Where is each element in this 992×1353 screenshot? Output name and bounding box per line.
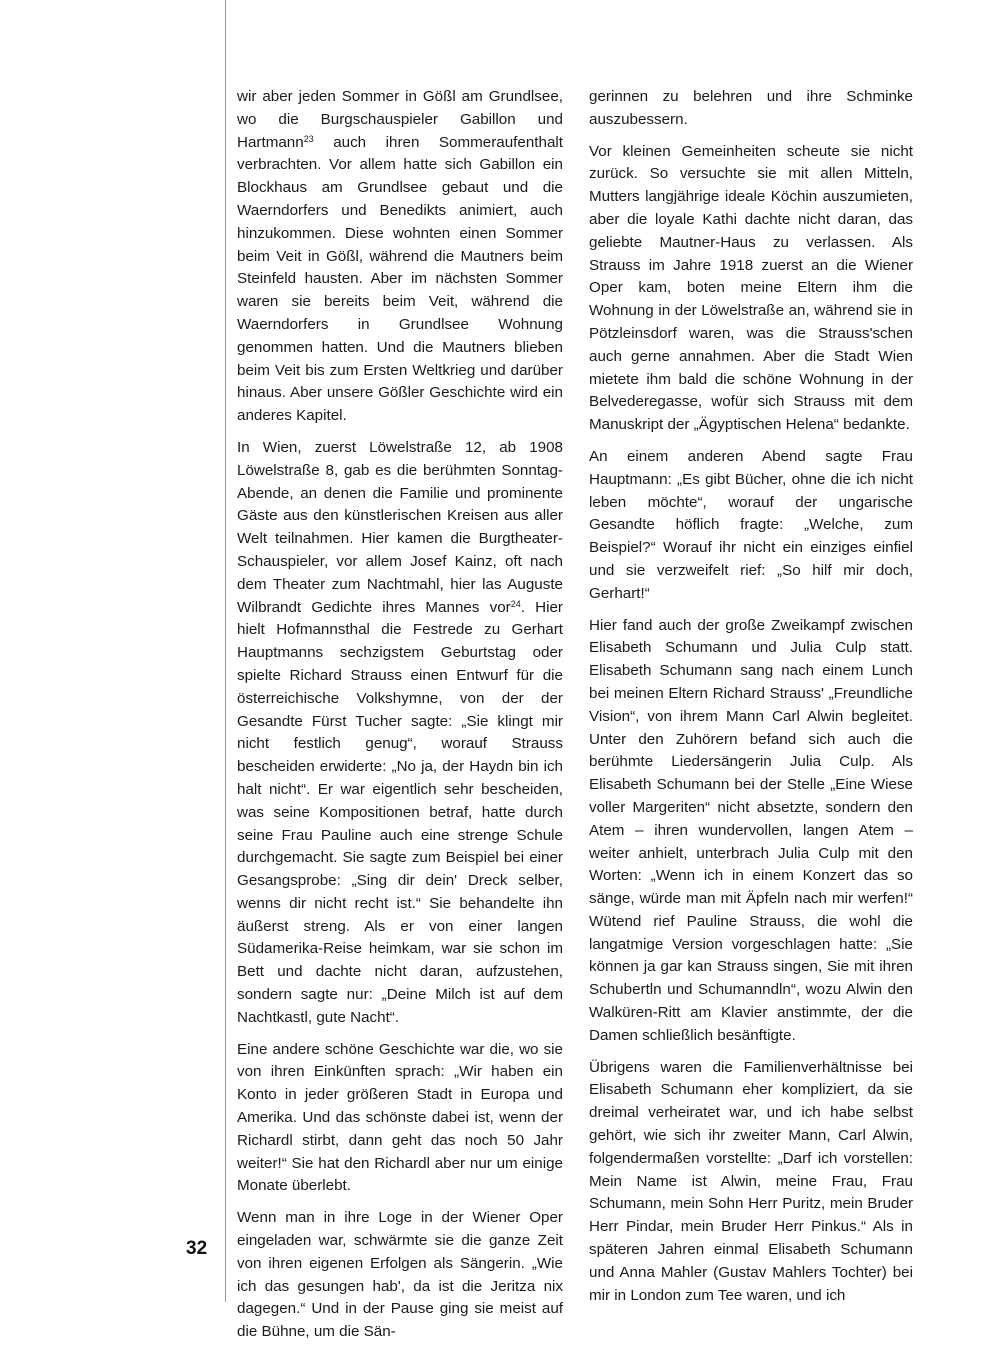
paragraph: Übrigens waren die Familienverhältnisse bei Elisabeth Schumann eher kompliziert, da sie dreimal verheiratet war, und ich habe selbst gehört, wie sich ihr zweiter Mann, Carl Alwin, folgendermaßen vorstellte: „Darf ich vorstellen: Mein Name ist Alwin, meine Frau, Frau Schumann, mein Sohn Herr Puritz, mein Bruder Herr Pindar, mein Bruder Herr Pinkus.“ Als in späteren Jahren einmal Elisabeth Schumann und Anna Mahler (Gustav Mahlers Tochter) bei mir in London zum Tee waren, und ich (589, 1058, 913, 1304)
paragraph: Hier fand auch der große Zweikampf zwischen Elisabeth Schumann und Julia Culp statt. Elisabeth Schumann sang nach einem Lunch bei meinen Eltern Richard Strauss' „Freundliche Vision“, von ihrem Mann Carl Alwin begleitet. Unter den Zuhörern befand sich auch die berühmte Liedersängerin Julia Culp. Als Elisabeth Schumann bei der Stelle „Eine Wiese voller Margeriten“ nicht absetzte, sondern den Atem – ihren wundervollen, langen Atem – weiter anhielt, unterbrach Julia Culp mit den Worten: „Wenn ich in einem Konzert das so sänge, würde man mit Äpfeln nach mir werfen!“ Wütend rief Pauline Strauss, die wohl die langatmige Version vorgeschlagen hatte: „Sie können ja gar kan Strauss singen, Sie mit ihren Schubertln und Schumanndln“, wozu Alwin den Walküren-Ritt am Klavier anstimmte, der die Damen schließlich besänftigte. (589, 616, 913, 1044)
text-column-left (237, 86, 563, 1353)
paragraph: Vor kleinen Gemeinheiten scheute sie nicht zurück. So versuchte sie mit allen Mitteln, Mutters langjährige ideale Köchin auszumieten, aber die loyale Kathi dachte nicht daran, das geliebte Mautner-Haus zu verlassen. Als Strauss im Jahre 1918 zuerst an die Wiener Oper kam, boten meine Eltern ihm die Wohnung in der Löwelstraße an, während sie in Pötzleinsdorf waren, was die Strauss'schen auch gerne annahmen. Aber die Stadt Wien mietete ihm bald die schöne Wohnung in der Belvederegasse, wofür sich Strauss mit dem Manuskript der „Ägyptischen Helena“ bedankte. (589, 142, 913, 434)
paragraph: Wenn man in ihre Loge in der Wiener Oper eingeladen war, schwärmte sie die ganze Zeit von ihren eigenen Erfolgen als Sängerin. „Wie ich das gesungen hab', da ist die Jeritza nix dagegen.“ Und in der Pause ging sie meist auf die Bühne, um die Sän- (237, 1209, 563, 1341)
margin-rule (225, 0, 226, 1302)
paragraph: wir aber jeden Sommer in Gößl am Grundlsee, wo die Burgschauspieler Gabillon und Hartmann$^{23}$ auch ihren Sommeraufenthalt verbrachten. Vor allem hatte sich Gabillon ein Blockhaus am Grundlsee gebaut und die Waerndorfers und Benedikts animiert, auch hinzukommen. Diese wohnten einen Sommer beim Veit in Gößl, während die Mautners beim Steinfeld hausten. Aber im nächsten Sommer waren sie bereits beim Veit, während die Waerndorfers in Grundlsee Wohnung genommen hatten. Und die Mautners blieben beim Veit bis zum Ersten Weltkrieg und darüber hinaus. Aber unsere Gößler Geschichte wird ein anderes Kapitel. (237, 88, 563, 425)
text-column-right (589, 86, 913, 1316)
footnote-marker: 24 (510, 598, 521, 609)
footnote-marker: 23 (303, 133, 314, 144)
paragraph: An einem anderen Abend sagte Frau Hauptmann: „Es gibt Bücher, ohne die ich nicht leben möchte“, worauf der ungarische Gesandte höflich fragte: „Welche, zum Beispiel?“ Worauf ihr nicht ein einziges einfiel und sie verzweifelt rief: „So hilf mir doch, Gerhart!“ (589, 447, 913, 602)
paragraph: Eine andere schöne Geschichte war die, wo sie von ihren Einkünften sprach: „Wir haben ein Konto in jeder größeren Stadt in Europa und Amerika. Und das schönste dabei ist, wenn der Richardl stirbt, dann geht das noch 50 Jahr weiter!“ Sie hat den Richardl aber nur um einige Monate überlebt. (237, 1040, 563, 1195)
paragraph: In Wien, zuerst Löwelstraße 12, ab 1908 Löwelstraße 8, gab es die berühmten Sonntag-Abende, an denen die Familie und prominente Gäste aus den künstlerischen Kreisen aus aller Welt teilnahmen. Hier kamen die Burgtheater-Schauspieler, vor allem Josef Kainz, oft nach dem Theater zum Nachtmahl, hier las Auguste Wilbrandt Gedichte ihres Mannes vor$^{24}$. Hier hielt Hofmannsthal die Festrede zu Gerhart Hauptmanns sechzigstem Geburtstag oder spielte Richard Strauss einen Entwurf für die österreichische Volkshymne, von der der Gesandte Fürst Tucher sagte: „Sie klingt mir nicht festlich genug“, worauf Strauss bescheiden erwiderte: „No ja, der Haydn bin ich halt nicht“. Er war eigentlich sehr bescheiden, was seine Kompositionen betraf, hatte durch seine Frau Pauline auch eine strenge Schule durchgemacht. Sie sagte zum Beispiel bei einer Gesangsprobe: „Sing dir dein' Dreck selber, wenns dir nicht recht ist.“ Sie behandelte ihn äußerst streng. Als er von einer langen Südamerika-Reise heimkam, war sie schon im Bett und dachte nicht daran, aufzustehen, sondern sagte nur: „Deine Milch ist auf dem Nachtkastl, gute Nacht“. (237, 438, 563, 1026)
paragraph: gerinnen zu belehren und ihre Schminke auszubessern. (589, 88, 913, 128)
page-number: 32 (186, 1238, 208, 1259)
